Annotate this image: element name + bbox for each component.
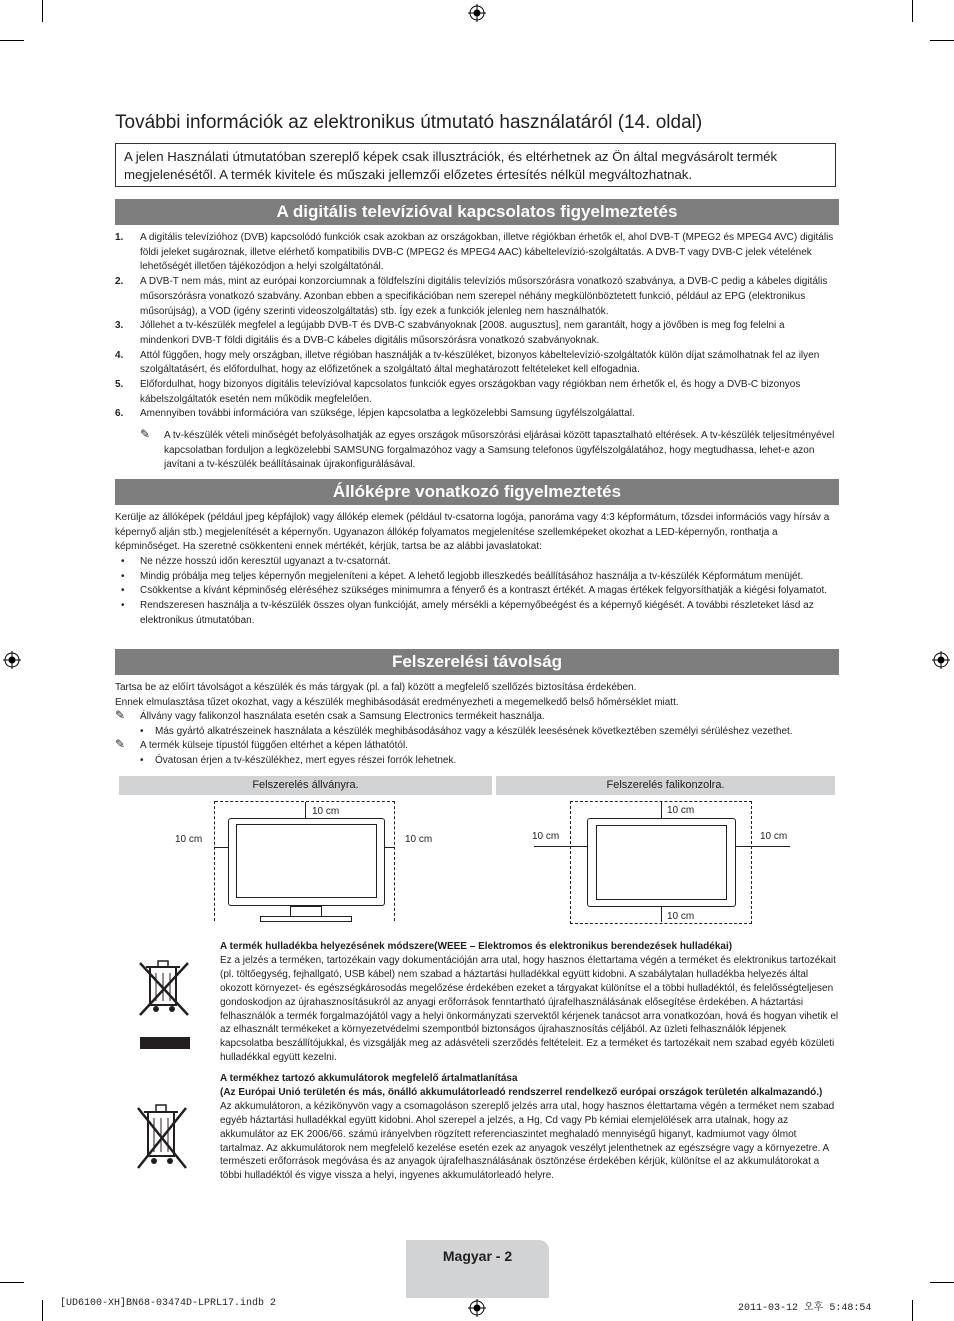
battery-body: Az akkumulátoron, a kézikönyvön vagy a csomagoláson szereplő jelzés arra utal, hogy hasznos élettartama végén a terméket nem szabad egyéb háztartási hulladékkal együtt kidobni. Ahol szerepel a jelzés, a Hg, Cd vagy Pb kémiai elemjelölések arra utalnak, hogy az akkumulátor az EK 2006/66. számú irányelvben rögzített referenciaszintet meghaladó mennyiségű higanyt, kadmiumot vagy ólmot tartalmaz. Az akkumulátorok nem megfelelő kezelése esetén ezek az anyagok veszélyt jelenthetnek az egészségre vagy a környezetre. A természeti erőforrások megóvása és az anyagok újrafelhasználásának ösztönzése érdekében kérjük, különítse el az akkumulátorokat a többi hulladéktól és vigye vissza a helyi, ingyenes akkumulátorleadó helyre. [220,1100,835,1182]
page-number: Magyar - 2 [442,1248,513,1264]
crop-mark [42,1300,43,1321]
distance-label: 10 cm [667,911,695,922]
distance-label: 10 cm [760,831,788,842]
crop-mark [930,40,954,41]
still-image-intro: Kerülje az állóképek (például jpeg képfájlok) vagy állókép elemek (például tv-csatorna logója, panoráma vagy 4:3 képformátum, tőzsdei információs vagy hírsáv a képernyő alján stb.) megjelenítését a képernyőn. Ugyanazon állókép folyamatos megjelenítése szellemképeket okozhat a LED-képernyőn, ronthatja a képminőséget. Ha szeretné csökkenteni ennek mértékét, kérjük, tartsa be az alábbi javaslatokat: [115,512,830,553]
footer-filename: [UD6100-XH]BN68-03474D-LPRL17.indb 2 [60,1298,277,1309]
registration-mark-icon [468,1299,486,1317]
tv-stand-base [260,916,352,922]
note-pencil-icon: ✎ [115,737,126,751]
list-item: 2. A DVB-T nem más, mint az európai konzorciumnak a földfelszíni digitális televíziós műsorszórásra vonatkozó szabványa, a DVB-C pedig a kábeles digitális műsorszórásra vonatkozó szabvány. Azonban ebben a specifikációban nem szerepel néhány megkülönböztetett funkció, például az EPG (elektronikus műsorújság), a VOD (igény szerinti videoszolgáltatás) stb. Így ezek a funkciók jelenleg nem használhatók. [115,276,828,317]
installation-line1: Tartsa be az előírt távolságot a készülék és más tárgyak (pl. a fal) között a megfelelő szellőzés biztosítása érdekében. [115,682,637,693]
note-pencil-icon: ✎ [140,427,151,441]
list-item: 1. A digitális televízióhoz (DVB) kapcsolódó funkciók csak azokban az országokban, illetve régiókban érhetők el, ahol DVB-T (MPEG2 és MPEG4 AVC) digitális földi jeleket sugároznak, illetve elérhető kompatibilis DVB-C (MPEG2 és MPEG4 AAC) kábeltelevízió-szolgáltatás. A DVB-T vagy DVB-C jelek vételének lehetőségét illetően tájékozódjon a helyi szolgáltatónál. [115,232,834,273]
distance-label: 10 cm [532,831,560,842]
list-item: • Mindig próbálja meg teljes képernyőn megjeleníteni a képet. A lehető legjobb illeszkedés beállításához használja a tv-készülék Képformátum menüjét. [121,570,804,582]
section-heading-still-image: Állóképre vonatkozó figyelmeztetés [115,479,839,505]
list-item-text: Amennyiben további információra van szüksége, lépjen kapcsolatba a legközelebbi Samsung ügyfélszolgálattal. [140,408,635,420]
reception-note: A tv-készülék vételi minőségét befolyásolhatják az egyes országok műsorszórási eljárásai között tapasztalható eltérések. A tv-készülék teljesítményével kapcsolatban forduljon a legközelebbi SAMSUNG forgalmazóhoz vagy a Samsung telefonos ügyfélszolgálatához, hogy megtudhassa, lehet-e azon javítani a tv-készülék beállításainak újrakonfigurálásával. [164,430,835,471]
footer-timestamp: 2011-03-12 오후 5:48:54 [738,1303,872,1314]
installation-note1: Állvány vagy falikonzol használata esetén csak a Samsung Electronics termékeit használja. [140,711,545,722]
weee-heading: A termék hulladékba helyezésének módszere(WEEE – Elektromos és elektronikus berendezések hulladékai) [220,941,733,952]
black-bar-symbol [140,1037,190,1049]
list-item: 6. Amennyiben további információra van szüksége, lépjen kapcsolatba a legközelebbi Samsung ügyfélszolgálattal. [115,408,635,420]
crop-mark [912,1300,913,1321]
registration-mark-icon [932,651,950,669]
list-item: 5. Előfordulhat, hogy bizonyos digitális televízióval kapcsolatos funkciók egyes országokban vagy régiókban nem érhetők el, és hogy a DVB-C bizonyos kábelszolgáltatók esetén nem működik megfelelően. [115,379,801,405]
page-number-tab [406,1240,549,1298]
still-image-bullets [115,555,835,629]
list-item: • Rendszeresen használja a tv-készülék összes olyan funkcióját, amely mérsékli a képernyőbeégést és a képernyő kiégését. A további részleteket lásd az elektronikus útmutatóban. [121,600,814,626]
installation-note2: A termék külseje típustól függően eltérhet a képen láthatótól. [140,740,408,751]
list-item-text: Jóllehet a tv-készülék megfelel a legújabb DVB-T és DVB-C szabványoknak [2008. augusztus], nem garantált, hogy a jövőben is meg fog felelni a mindenkori DVB-T földi digitális és a DVB-C kábeles digitális műsorszórásra vonatkozó szabványoknak. [140,320,785,346]
section-heading-installation: Felszerelési távolság [115,649,839,675]
disclaimer-text: A jelen Használati útmutatóban szereplő képek csak illusztrációk, és eltérhetnek az Ön által megvásárolt termék megjelenésétől. A termék kivitele és műszaki jellemzői előzetes értesítés nélkül megváltozhatnak. [124,149,778,182]
diagram-wall-title: Felszerelés falikonzolra. [496,776,835,795]
section-heading-digital-tv: A digitális televízióval kapcsolatos figyelmeztetés [115,199,839,225]
diagram-stand-title: Felszerelés állványra. [119,776,492,795]
list-item-text: A digitális televízióhoz (DVB) kapcsolódó funkciók csak azokban az országokban, illetve régiókban érhetők el, ahol DVB-T (MPEG2 és MPEG4 AVC) digitális földi jeleket sugároznak, illetve elérhető kompatibilis DVB-C (MPEG2 és MPEG4 AAC) kábeltelevízió-szolgáltatás. A DVB-T vagy DVB-C jelek vételének lehetőségét illetően tájékozódjon a helyi szolgáltatónál. [140,232,834,273]
list-item: • Ne nézze hosszú időn keresztül ugyanazt a tv-csatornát. [121,556,391,567]
crop-mark [912,0,913,22]
crop-mark [42,0,43,22]
list-item-text: Előfordulhat, hogy bizonyos digitális televízióval kapcsolatos funkciók egyes országokban vagy régiókban nem érhetők el, és hogy a DVB-C bizonyos kábelszolgáltatók esetén nem működik megfelelően. [140,379,801,405]
crossed-bin-icon [136,957,192,1019]
crop-mark [0,40,24,41]
registration-mark-icon [468,4,486,22]
list-item: 3. Jóllehet a tv-készülék megfelel a legújabb DVB-T és DVB-C szabványoknak [2008. augusztus], nem garantált, hogy a jövőben is meg fog felelni a mindenkori DVB-T földi digitális és a DVB-C kábeles digitális műsorszórásra vonatkozó szabványoknak. [115,320,785,346]
weee-body: Ez a jelzés a terméken, tartozékain vagy dokumentációján arra utal, hogy hasznos élettartama végén a terméket és elektronikus tartozékait (pl. töltőegység, fejhallgató, USB kábel) nem szabad a háztartási hulladékkal együtt kidobni. A szabálytalan hulladékba helyezés által okozott környezet- és egészségkárosodás megelőzése érdekében ezeket a tárgyakat különítse el a többi hulladéktól, és felelősségteljesen gondoskodjon az újrahasznosításukról az anyagi erőforrások fenntartható újrafelhasználásának elősegítése érdekében. A háztartási felhasználók a termék forgalmazójától vagy a helyi önkormányzati szervektől kérjenek tanácsot arra vonatkozóan, hová és hogyan vihetik el az elhasznált termékeket a környezetvédelmi szempontból biztonságos újrahasznosítás céljából. Az üzleti felhasználók lépjenek kapcsolatba beszállítójukkal, és vizsgálják meg az adásvételi szerződés feltételeit. Ez a terméket és tartozékait nem szabad egyéb közületi hulladékkal együtt kezelni. [220,954,839,1064]
digital-tv-warning-list [115,231,835,422]
list-item-text: Attól függően, hogy mely országban, illetve régióban használják a tv-készüléket, bizonyos kábeltelevízió-szolgáltatók külön díjat számolhatnak fel az ilyen szolgáltatásért, és előfordulhat, hogy az előfizetőnek a szolgáltató által meghatározott feltételeket kell elfogadnia. [140,349,820,376]
crop-mark [930,1282,954,1283]
battery-heading: A termékhez tartozó akkumulátorok megfelelő ártalmatlanítása [220,1073,518,1084]
distance-label: 10 cm [405,834,433,845]
list-item: • Csökkentse a kívánt képminőség eléréséhez szükséges minimumra a fényerő és a kontraszt értékét. A magas értékek felgyorsíthatják a kiégési folyamatot. [121,585,828,597]
page-title: További információk az elektronikus útmutató használatáról (14. oldal) [115,112,703,133]
list-item: 4. Attól függően, hogy mely országban, illetve régióban használják a tv-készüléket, bizonyos kábeltelevízió-szolgáltatók külön díjat számolhatnak fel az ilyen szolgáltatásért, és előfordulhat, hogy az előfizetőnek a szolgáltató által meghatározott feltételeket kell elfogadnia. [115,349,820,376]
battery-section [220,1072,840,1183]
distance-label: 10 cm [175,834,203,845]
registration-mark-icon [3,651,21,669]
distance-label: 10 cm [667,805,695,816]
installation-line2: Ennek elmulasztása tűzet okozhat, vagy a készülék meghibásodását eredményezheti a megemelkedő belső hőmérséklet miatt. [115,697,679,708]
crop-mark [0,1282,24,1283]
battery-subheading: (Az Európai Unió területén és más, önálló akkumulátorleadó rendszerrel rendelkező európai országok területén alkalmazandó.) [220,1086,823,1098]
weee-section [220,940,840,1065]
list-item-text: A DVB-T nem más, mint az európai konzorciumnak a földfelszíni digitális televíziós műsorszórásra vonatkozó szabványa, a DVB-C pedig a kábeles digitális műsorszórásra vonatkozó szabvány. Azonban ebben a specifikációban nem szerepel néhány megkülönböztetett funkció, például az EPG (elektronikus műsorújság), a VOD (igény szerinti videoszolgáltatás) stb. Így ezek a funkciók jelenleg nem használhatók. [140,276,828,317]
note-pencil-icon: ✎ [115,708,126,722]
distance-label: 10 cm [312,806,340,817]
crossed-battery-bin-icon [134,1100,190,1172]
disclaimer-box [115,143,836,187]
